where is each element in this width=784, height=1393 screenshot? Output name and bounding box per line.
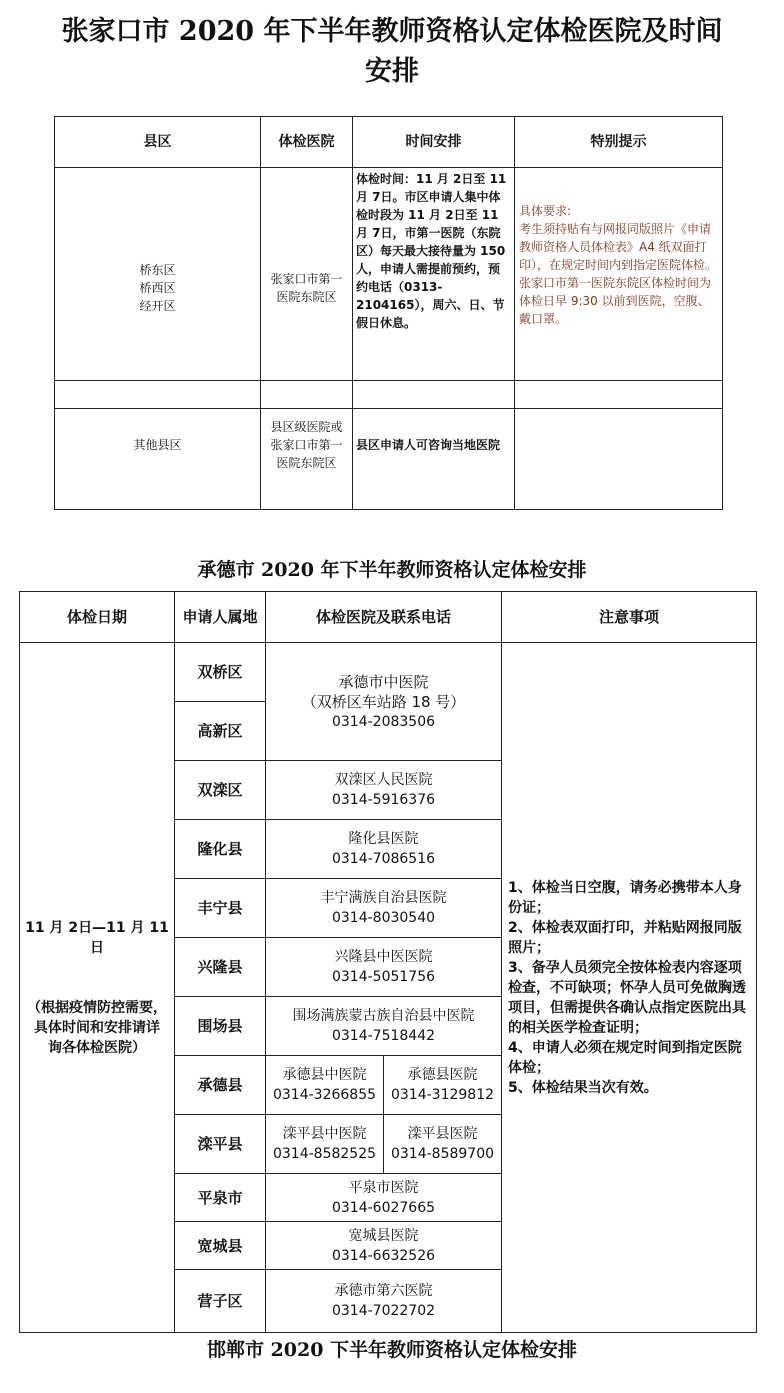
note-label: 具体要求: (519, 204, 572, 218)
hospital-cell (261, 381, 353, 510)
district-cell: 营子区 (175, 1270, 266, 1333)
hospital-name: 宽城县医院 (348, 1227, 419, 1244)
hospital-name: 平泉市医院 (348, 1179, 419, 1196)
chengde-title: 承德市 2020 年下半年教师资格认定体检安排 (197, 559, 587, 581)
hospital-phone: 0314-7518442 (331, 1028, 436, 1044)
hospital-phone: 0314-6632526 (331, 1247, 436, 1264)
hospital-phone: 0314-5051756 (331, 969, 436, 985)
hospital-cell (384, 1056, 502, 1115)
exam-date-note: 具体时间和安排请详 (34, 1019, 160, 1036)
hospital-cell (266, 1115, 384, 1174)
hospital-phone: 0314-5916376 (331, 792, 436, 808)
table-row (55, 168, 723, 409)
hospital-name: 兴隆县中医医院 (334, 949, 433, 965)
header-date: 体检日期 (20, 592, 175, 643)
zhangjiakou-table (54, 116, 723, 409)
district-cell (55, 168, 261, 409)
exam-date-note: 询各体检医院） (48, 1039, 146, 1056)
hospital-cell (266, 1270, 502, 1333)
district-cell: 滦平县 (175, 1115, 266, 1174)
district-name: 桥东区 (139, 263, 176, 277)
table-row (20, 643, 757, 702)
district-cell: 兴隆县 (175, 938, 266, 997)
hospital-phone: 0314-7086516 (331, 851, 436, 867)
district-cell: 宽城县 (175, 1222, 266, 1270)
hospital-line: 医院东院区 (276, 456, 337, 470)
hospital-cell (266, 1056, 384, 1115)
exam-date: 11 月 2日—11 月 11日 (25, 919, 169, 956)
note-item: 2、体检表双面打印，并粘贴网报同版照片； (508, 919, 742, 956)
note-item: 1、体检当日空腹，请务必携带本人身份证； (508, 879, 742, 916)
notes-cell (502, 643, 757, 1333)
header-schedule: 时间安排 (353, 117, 515, 168)
schedule-cell: 县区申请人可咨询当地医院 (353, 381, 515, 510)
hospital-phone: 0314-3129812 (390, 1087, 495, 1103)
note-cell (515, 168, 723, 409)
hospital-phone: 0314-7022702 (331, 1303, 436, 1319)
zhangjiakou-title-line1: 张家口市 2020 年下半年教师资格认定体检医院及时间 (61, 16, 723, 47)
hospital-cell (266, 1222, 502, 1270)
handan-title: 邯郸市 2020 下半年教师资格认定体检安排 (206, 1339, 578, 1361)
hospital-name: 承德县中医院 (282, 1067, 367, 1083)
hospital-line: 张家口市第一 (270, 438, 343, 452)
table-row (55, 381, 723, 510)
note-item: 5、体检结果当次有效。 (508, 1079, 658, 1096)
hospital-phone: 0314-8030540 (331, 910, 436, 926)
hospital-line: 县区级医院或 (270, 420, 343, 434)
hospital-line: 医院东院区 (276, 290, 337, 304)
district-cell: 其他县区 (55, 381, 261, 510)
exam-date-note: （根据疫情防控需要， (27, 999, 167, 1016)
header-hospital: 体检医院 (261, 117, 353, 168)
hospital-name: 围场满族蒙古族自治县中医院 (292, 1008, 475, 1024)
hospital-cell (266, 761, 502, 820)
note-item: 4、申请人必须在规定时间到指定医院体检； (508, 1039, 742, 1076)
chengde-table (19, 591, 757, 1333)
district-name: 经开区 (139, 299, 176, 313)
zhangjiakou-table-other (54, 380, 723, 510)
hospital-cell (266, 938, 502, 997)
hospital-address: （双桥区车站路 18 号） (301, 692, 466, 711)
hospital-phone: 0314-8582525 (272, 1146, 377, 1162)
zhangjiakou-title-line2: 安排 (365, 56, 419, 87)
header-note: 特别提示 (515, 117, 723, 168)
hospital-line: 张家口市第一 (270, 272, 343, 286)
district-cell: 双桥区 (175, 643, 266, 702)
exam-date-cell (20, 643, 175, 1333)
hospital-name: 承德市中医院 (338, 672, 429, 691)
district-cell: 承德县 (175, 1056, 266, 1115)
note-item: 3、备孕人员须完全按体检表内容逐项检查，不可缺项；怀孕人员可免做胸透项目，但需提供各确认点指定医院出具的相关医学检查证明； (508, 959, 747, 1036)
hospital-cell (266, 879, 502, 938)
district-cell: 围场县 (175, 997, 266, 1056)
hospital-name: 双滦区人民医院 (334, 772, 433, 788)
header-hospital-phone: 体检医院及联系电话 (266, 592, 502, 643)
district-name: 桥西区 (139, 281, 176, 295)
header-notes: 注意事项 (502, 592, 757, 643)
chengde-header-row (20, 592, 757, 643)
district-cell: 高新区 (175, 702, 266, 761)
zhangjiakou-title (20, 12, 764, 92)
hospital-cell (261, 168, 353, 409)
zhangjiakou-header-row (55, 117, 723, 168)
note-cell (515, 381, 723, 510)
hospital-name: 承德市第六医院 (334, 1283, 433, 1299)
hospital-cell (266, 643, 502, 761)
hospital-phone: 0314-6027665 (331, 1199, 436, 1216)
header-applicant-area: 申请人属地 (175, 592, 266, 643)
hospital-phone: 0314-8589700 (390, 1146, 495, 1162)
hospital-cell (384, 1115, 502, 1174)
hospital-cell (266, 997, 502, 1056)
hospital-phone: 0314-2083506 (331, 713, 436, 730)
hospital-cell (266, 1174, 502, 1222)
schedule-cell: 体检时间：11 月 2日至 11 月 7日。市区申请人集中体检时段为 11 月 2日至 11 月 7日，市第一医院（东院区）每天最大接待量为 150 人，申请人需提前预约，预约电话（0313-2104165），周六、日、节假日休息。 (353, 168, 515, 409)
hospital-phone: 0314-3266855 (272, 1087, 377, 1103)
hospital-name: 承德县医院 (407, 1067, 478, 1083)
hospital-name: 滦平县医院 (407, 1126, 478, 1142)
hospital-name: 丰宁满族自治县医院 (320, 890, 447, 906)
district-cell: 丰宁县 (175, 879, 266, 938)
hospital-name: 滦平县中医院 (282, 1126, 367, 1142)
note-text: 考生须持贴有与网报同版照片《申请教师资格人员体检表》A4 纸双面打印），在规定时间内到指定医院体检。张家口市第一医院东院区体检时间为体检日早 9:30 以前到医院，空腹、戴口罩。 (519, 222, 718, 326)
hospital-cell (266, 820, 502, 879)
district-cell: 双滦区 (175, 761, 266, 820)
header-district: 县区 (55, 117, 261, 168)
district-cell: 隆化县 (175, 820, 266, 879)
district-cell: 平泉市 (175, 1174, 266, 1222)
hospital-name: 隆化县医院 (348, 831, 419, 847)
